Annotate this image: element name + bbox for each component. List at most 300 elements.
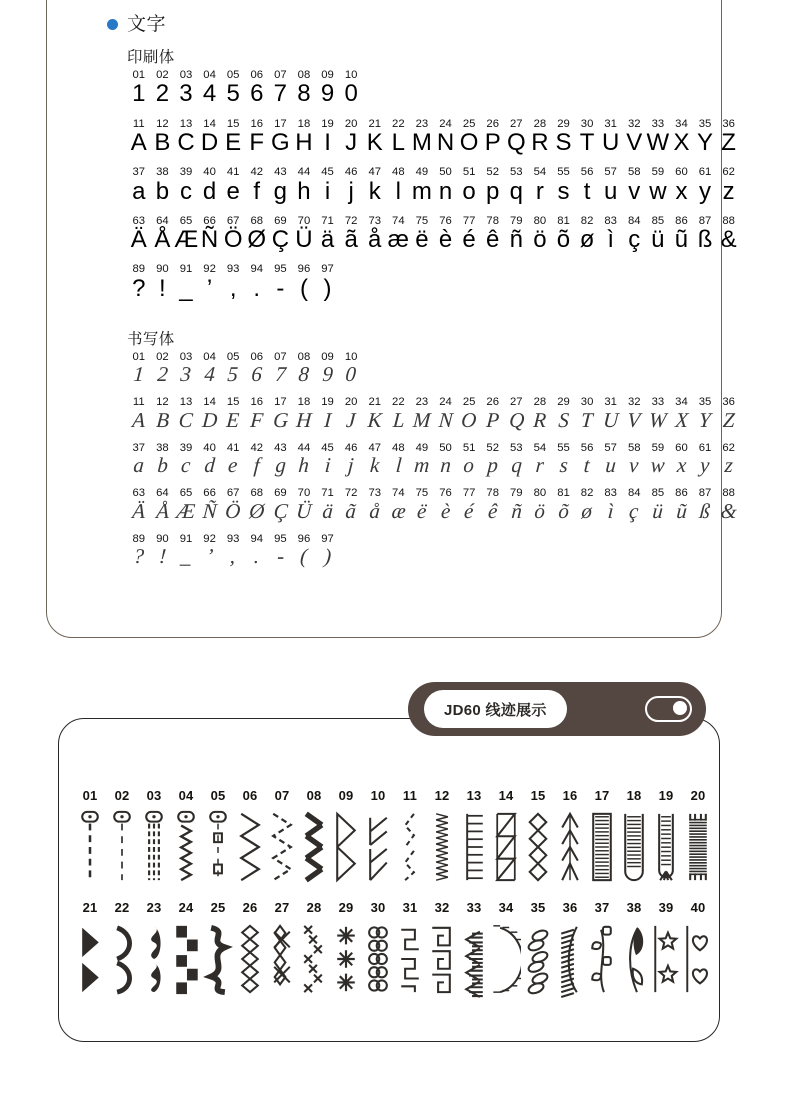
glyph-index: 13	[179, 396, 193, 409]
glyph-char: v	[628, 453, 640, 478]
stitch-pattern-cell[interactable]	[586, 900, 618, 998]
glyph-index: 47	[368, 166, 382, 179]
stitch-pattern-cell[interactable]	[458, 788, 490, 886]
glyph-index: 38	[156, 441, 169, 454]
stitch-pattern-cell[interactable]	[426, 900, 458, 998]
glyph-char: S	[557, 407, 570, 432]
glyph-index: 81	[557, 487, 570, 500]
glyph-char: ũ	[675, 498, 688, 523]
stitch-number: 30	[370, 900, 386, 915]
glyph-index: 29	[557, 117, 570, 130]
glyph-char: 5	[227, 362, 240, 387]
glyph-index: 66	[203, 487, 216, 500]
glyph-index: 58	[627, 441, 641, 454]
glyph-index: 36	[722, 396, 735, 409]
glyph-char: Ä	[130, 226, 147, 254]
glyph-index: 31	[604, 117, 617, 130]
glyph-index: 49	[415, 441, 429, 454]
glyph-char: 9	[321, 362, 334, 387]
greek-key-icon	[427, 920, 457, 998]
stitch-number: 13	[466, 788, 482, 803]
stitch-pattern-cell[interactable]	[362, 900, 394, 998]
glyph-char: Ñ	[201, 498, 218, 523]
stitch-pattern-cell[interactable]	[490, 900, 522, 998]
stitch-number: 20	[690, 788, 706, 803]
petal-leaf-icon	[619, 920, 649, 998]
glyph-index: 72	[344, 487, 358, 500]
cloud-blob-icon	[139, 920, 169, 998]
glyph-index: 28	[533, 396, 547, 409]
glyph-index: 22	[392, 117, 405, 130]
glyph-char: u	[604, 453, 617, 478]
glyph-index: 15	[226, 117, 240, 130]
stitch-pattern-cell[interactable]	[74, 788, 106, 886]
glyph-char: K	[366, 407, 383, 432]
stitch-pattern-cell[interactable]	[394, 788, 426, 886]
glyph-index: 74	[392, 214, 405, 227]
stitch-pattern-cell[interactable]	[138, 788, 170, 886]
glyph-char: Å	[154, 226, 171, 254]
glyph-index: 78	[486, 487, 499, 500]
glyph-index: 48	[392, 166, 405, 179]
stitch-pattern-cell[interactable]	[522, 788, 554, 886]
stitch-pattern-cell[interactable]	[362, 788, 394, 886]
stitch-pattern-cell[interactable]	[266, 900, 298, 998]
glyph-index: 11	[132, 396, 145, 409]
stitch-number: 37	[594, 900, 610, 915]
stitch-pattern-cell[interactable]	[202, 788, 234, 886]
glyph-index: 84	[627, 487, 641, 500]
stitch-number: 02	[114, 788, 130, 803]
glyph-index: 43	[274, 166, 287, 179]
stitch-pattern-cell[interactable]	[298, 788, 330, 886]
glyph-index: 35	[698, 117, 712, 130]
glyph-char: a	[132, 177, 146, 205]
stitch-pattern-cell[interactable]	[106, 900, 138, 998]
glyph-char: Z	[721, 407, 736, 432]
glyph-char: ß	[698, 498, 712, 523]
glyph-char: w	[650, 453, 666, 478]
glyph-char: H	[295, 129, 313, 157]
glyph-index: 51	[462, 441, 476, 454]
glyph-char: Ø	[248, 498, 266, 523]
glyph-index: 86	[675, 487, 688, 500]
glyph-index: 17	[274, 396, 287, 409]
glyph-index: 72	[344, 214, 358, 227]
flower-vine-icon	[587, 920, 617, 998]
stitch-pattern-cell[interactable]	[74, 900, 106, 998]
glyph-char: Æ	[175, 498, 197, 523]
glyph-char: p	[486, 453, 499, 478]
power-toggle-switch[interactable]	[645, 696, 692, 722]
glyph-index-row	[127, 351, 740, 363]
text-samples-card	[46, 0, 738, 638]
glyph-char: z	[723, 453, 734, 478]
glyph-index: 27	[510, 117, 523, 130]
glyph-char: 7	[273, 80, 288, 108]
glyph-index: 16	[250, 117, 264, 130]
glyph-index: 59	[651, 441, 665, 454]
stitch-pattern-cell[interactable]	[618, 788, 650, 886]
triangle-open-icon	[331, 808, 361, 886]
glyph-char: .	[253, 544, 261, 569]
glyph-index: 56	[580, 166, 594, 179]
glyph-index: 67	[226, 487, 240, 500]
stitch-number: 36	[562, 900, 578, 915]
glyph-char: L	[391, 407, 406, 432]
glyph-index: 64	[156, 214, 169, 227]
glyph-char: M	[411, 129, 432, 157]
circle-chain-icon	[363, 920, 393, 998]
glyph-row	[127, 487, 740, 521]
stitch-pattern-cell[interactable]	[170, 788, 202, 886]
glyph-char: &	[720, 226, 737, 254]
glyph-char-row	[127, 81, 740, 106]
stitch-pattern-cell[interactable]	[394, 900, 426, 998]
glyph-index: 62	[722, 441, 735, 454]
glyph-index: 06	[250, 351, 264, 363]
glyph-index: 19	[321, 396, 334, 409]
glyph-index: 95	[274, 263, 287, 276]
printed-glyph-block	[127, 69, 740, 312]
glyph-index: 84	[627, 214, 641, 227]
stitch-pattern-cell[interactable]	[458, 900, 490, 998]
stitch-pattern-cell[interactable]	[426, 788, 458, 886]
stitch-pattern-cell[interactable]	[618, 900, 650, 998]
stitch-pattern-cell[interactable]	[586, 788, 618, 886]
section-heading-printed: 印刷体	[127, 49, 175, 66]
glyph-index: 68	[250, 214, 264, 227]
glyph-char: ø	[580, 498, 594, 523]
zigzag-dashed-icon	[267, 808, 297, 886]
glyph-index: 09	[321, 69, 334, 81]
glyph-char: Ç	[271, 226, 290, 254]
glyph-index: 69	[274, 487, 287, 500]
glyph-index: 82	[580, 214, 594, 227]
glyph-index: 21	[368, 117, 382, 130]
text-card-inner	[47, 0, 738, 637]
glyph-index: 61	[698, 166, 712, 179]
glyph-index: 53	[510, 166, 523, 179]
glyph-char: Å	[155, 498, 170, 523]
glyph-index: 35	[698, 396, 712, 409]
glyph-char: t	[583, 177, 591, 205]
glyph-index: 76	[439, 214, 452, 227]
triple-straight-icon	[139, 808, 169, 886]
asterisk-column-icon	[331, 920, 361, 998]
glyph-char: G	[271, 129, 290, 157]
buttonhole-square-icon	[587, 808, 617, 886]
glyph-index: 14	[203, 396, 216, 409]
glyph-index: 28	[533, 117, 547, 130]
glyph-index: 26	[486, 117, 499, 130]
glyph-index: 74	[392, 487, 405, 500]
glyph-index: 12	[156, 117, 169, 130]
stitch-number: 27	[274, 900, 290, 915]
glyph-char: Y	[697, 129, 714, 157]
glyph-char: X	[674, 407, 689, 432]
glyph-char: 8	[297, 362, 311, 387]
glyph-index: 81	[557, 214, 570, 227]
glyph-char: y	[699, 177, 712, 205]
glyph-char: D	[200, 129, 219, 157]
glyph-index: 65	[179, 487, 193, 500]
chevron-arrow-icon	[555, 808, 585, 886]
glyph-char: V	[627, 407, 642, 432]
stitch-pattern-grid	[74, 788, 714, 1012]
glyph-char: Q	[507, 407, 525, 432]
glyph-char: ç	[628, 498, 640, 523]
glyph-char: 8	[297, 80, 311, 108]
fern-leaf-icon	[555, 920, 585, 998]
glyph-index: 34	[675, 117, 688, 130]
glyph-char: g	[273, 177, 288, 205]
glyph-char: H	[295, 407, 313, 432]
glyph-index: 69	[274, 214, 287, 227]
glyph-index: 18	[297, 117, 311, 130]
glyph-char: J	[345, 407, 357, 432]
glyph-index: 89	[132, 263, 146, 276]
glyph-index: 68	[250, 487, 264, 500]
glyph-index: 63	[132, 214, 146, 227]
glyph-char: m	[413, 453, 431, 478]
glyph-index: 08	[297, 69, 311, 81]
glyph-index: 22	[392, 396, 405, 409]
glyph-index: 33	[651, 117, 665, 130]
glyph-index: 04	[203, 69, 216, 81]
glyph-char: i	[323, 453, 332, 478]
glyph-char: d	[202, 177, 217, 205]
glyph-index: 21	[368, 396, 382, 409]
glyph-index: 91	[179, 263, 193, 276]
glyph-char: _	[179, 274, 193, 302]
stitch-pattern-cell[interactable]	[266, 788, 298, 886]
glyph-index: 75	[415, 487, 429, 500]
glyph-index: 78	[486, 214, 499, 227]
stitch-pattern-cell[interactable]	[650, 900, 682, 998]
glyph-index: 46	[344, 441, 358, 454]
stitch-number: 11	[402, 788, 418, 803]
glyph-index: 50	[439, 166, 452, 179]
glyph-char: å	[368, 498, 381, 523]
leaf-loop-icon	[523, 920, 553, 998]
glyph-index: 58	[627, 166, 641, 179]
eyelet-dense-icon	[683, 808, 713, 886]
glyph-char-row	[127, 276, 740, 301]
stitch-pattern-cell[interactable]	[682, 788, 714, 886]
stitch-pattern-cell[interactable]	[682, 900, 714, 998]
glyph-index: 92	[203, 532, 216, 545]
stitch-number: 22	[114, 900, 130, 915]
glyph-index: 97	[321, 532, 334, 545]
small-wave-icon	[395, 808, 425, 886]
glyph-char: l	[394, 453, 403, 478]
glyph-index: 15	[226, 396, 240, 409]
glyph-index: 54	[533, 166, 547, 179]
glyph-char: è	[438, 226, 453, 254]
stitch-number: 38	[626, 900, 642, 915]
glyph-index: 82	[580, 487, 594, 500]
glyph-char-row	[127, 363, 740, 385]
stitch-pattern-cell[interactable]	[522, 900, 554, 998]
glyph-index: 88	[722, 214, 735, 227]
glyph-char: F	[249, 129, 265, 157]
stitch-pattern-cell[interactable]	[234, 788, 266, 886]
glyph-char: b	[155, 177, 170, 205]
glyph-index: 17	[274, 117, 287, 130]
glyph-char: õ	[557, 498, 570, 523]
page-title: 文字	[127, 14, 167, 35]
stitch-number: 40	[690, 900, 706, 915]
glyph-index: 94	[250, 263, 264, 276]
glyph-char: E	[225, 129, 242, 157]
glyph-char: (	[299, 274, 308, 302]
glyph-char: x	[675, 177, 688, 205]
stitch-number: 19	[658, 788, 674, 803]
heart-border-icon	[683, 920, 713, 998]
glyph-index: 16	[250, 396, 264, 409]
glyph-index: 55	[557, 441, 570, 454]
glyph-char: õ	[556, 226, 571, 254]
glyph-index: 05	[226, 351, 240, 363]
glyph-index: 43	[274, 441, 287, 454]
glyph-index: 03	[179, 69, 193, 81]
glyph-char: ñ	[509, 226, 523, 254]
stitch-number: 34	[498, 900, 514, 915]
glyph-char: s	[558, 453, 569, 478]
glyph-index: 80	[533, 487, 547, 500]
stitch-pattern-cell[interactable]	[202, 900, 234, 998]
glyph-char: 0	[345, 362, 358, 387]
stitch-pattern-cell[interactable]	[554, 900, 586, 998]
glyph-char-row	[127, 409, 740, 431]
glyph-index: 83	[604, 214, 617, 227]
glyph-char: Ö	[224, 498, 242, 523]
stitch-number: 33	[466, 900, 482, 915]
stitch-number: 07	[274, 788, 290, 803]
glyph-char: m	[411, 177, 432, 205]
blanket-stitch-icon	[459, 808, 489, 886]
glyph-index: 85	[651, 214, 665, 227]
stitch-pattern-cell[interactable]	[490, 788, 522, 886]
glyph-index: 37	[132, 441, 146, 454]
glyph-char: 1	[132, 80, 146, 108]
glyph-char: C	[177, 129, 195, 157]
glyph-index: 41	[226, 166, 240, 179]
stitch-pattern-cell[interactable]	[554, 788, 586, 886]
glyph-char: _	[179, 544, 193, 569]
glyph-char: Ö	[223, 226, 243, 254]
glyph-char: 4	[202, 80, 217, 108]
glyph-index: 18	[297, 396, 311, 409]
glyph-char: ã	[345, 498, 358, 523]
glyph-char: 2	[155, 80, 170, 108]
glyph-index: 70	[297, 214, 311, 227]
glyph-index: 37	[132, 166, 146, 179]
glyph-char: a	[132, 453, 145, 478]
glyph-char: 3	[179, 362, 193, 387]
stitch-pattern-cell[interactable]	[106, 788, 138, 886]
stitch-pattern-cell[interactable]	[330, 900, 362, 998]
glyph-index: 05	[226, 69, 240, 81]
glyph-char: ’	[206, 274, 213, 302]
stitch-pattern-cell[interactable]	[298, 900, 330, 998]
glyph-char: I	[324, 129, 331, 157]
glyph-index: 08	[297, 351, 311, 363]
glyph-index: 26	[486, 396, 499, 409]
glyph-index-row	[127, 533, 740, 545]
glyph-char: è	[440, 498, 452, 523]
glyph-index: 32	[627, 117, 641, 130]
glyph-char: Ñ	[200, 226, 219, 254]
glyph-char: p	[486, 177, 500, 205]
glyph-index: 02	[156, 69, 169, 81]
glyph-index: 36	[722, 117, 735, 130]
stitch-number: 03	[146, 788, 162, 803]
glyph-char: A	[131, 407, 147, 432]
stitch-pattern-cell[interactable]	[650, 788, 682, 886]
stitch-pattern-cell[interactable]	[330, 788, 362, 886]
glyph-char: z	[722, 177, 735, 205]
glyph-char: j	[348, 177, 354, 205]
stitch-number: 35	[530, 900, 546, 915]
glyph-index: 93	[226, 263, 240, 276]
glyph-index: 83	[604, 487, 617, 500]
glyph-char: ü	[651, 226, 665, 254]
stitch-number: 14	[498, 788, 514, 803]
stitch-pattern-cell[interactable]	[234, 900, 266, 998]
glyph-row	[127, 351, 740, 385]
stitch-number: 04	[178, 788, 194, 803]
glyph-index-row	[127, 442, 740, 454]
glyph-char: ?	[132, 544, 145, 569]
glyph-index: 25	[462, 117, 476, 130]
glyph-index: 29	[557, 396, 570, 409]
glyph-index: 73	[368, 487, 382, 500]
stitch-pattern-cell[interactable]	[170, 900, 202, 998]
glyph-index: 71	[321, 487, 334, 500]
glyph-index: 76	[439, 487, 452, 500]
glyph-index: 03	[179, 351, 193, 363]
glyph-char: ã	[344, 226, 358, 254]
glyph-index: 45	[321, 441, 334, 454]
stitch-number: 06	[242, 788, 258, 803]
stitch-number: 24	[178, 900, 194, 915]
glyph-char: s	[557, 177, 570, 205]
glyph-index: 04	[203, 351, 216, 363]
glyph-index: 10	[344, 351, 358, 363]
stitch-number: 29	[338, 900, 354, 915]
text-card-title-row	[107, 15, 166, 34]
glyph-index: 61	[698, 441, 712, 454]
glyph-index: 42	[250, 441, 264, 454]
glyph-index: 64	[156, 487, 169, 500]
glyph-index: 39	[179, 166, 193, 179]
glyph-index: 20	[344, 117, 358, 130]
glyph-index-row	[127, 69, 740, 81]
glyph-char: )	[323, 544, 332, 569]
glyph-char: B	[154, 129, 171, 157]
glyph-char: N	[436, 129, 455, 157]
stitch-pattern-cell[interactable]	[138, 900, 170, 998]
glyph-char-row	[127, 545, 740, 567]
arrow-half-icon	[363, 808, 393, 886]
lightning-zigzag-icon	[171, 808, 201, 886]
glyph-index: 96	[297, 532, 311, 545]
glyph-index: 46	[344, 166, 358, 179]
glyph-index: 65	[179, 214, 193, 227]
glyph-index: 40	[203, 166, 216, 179]
